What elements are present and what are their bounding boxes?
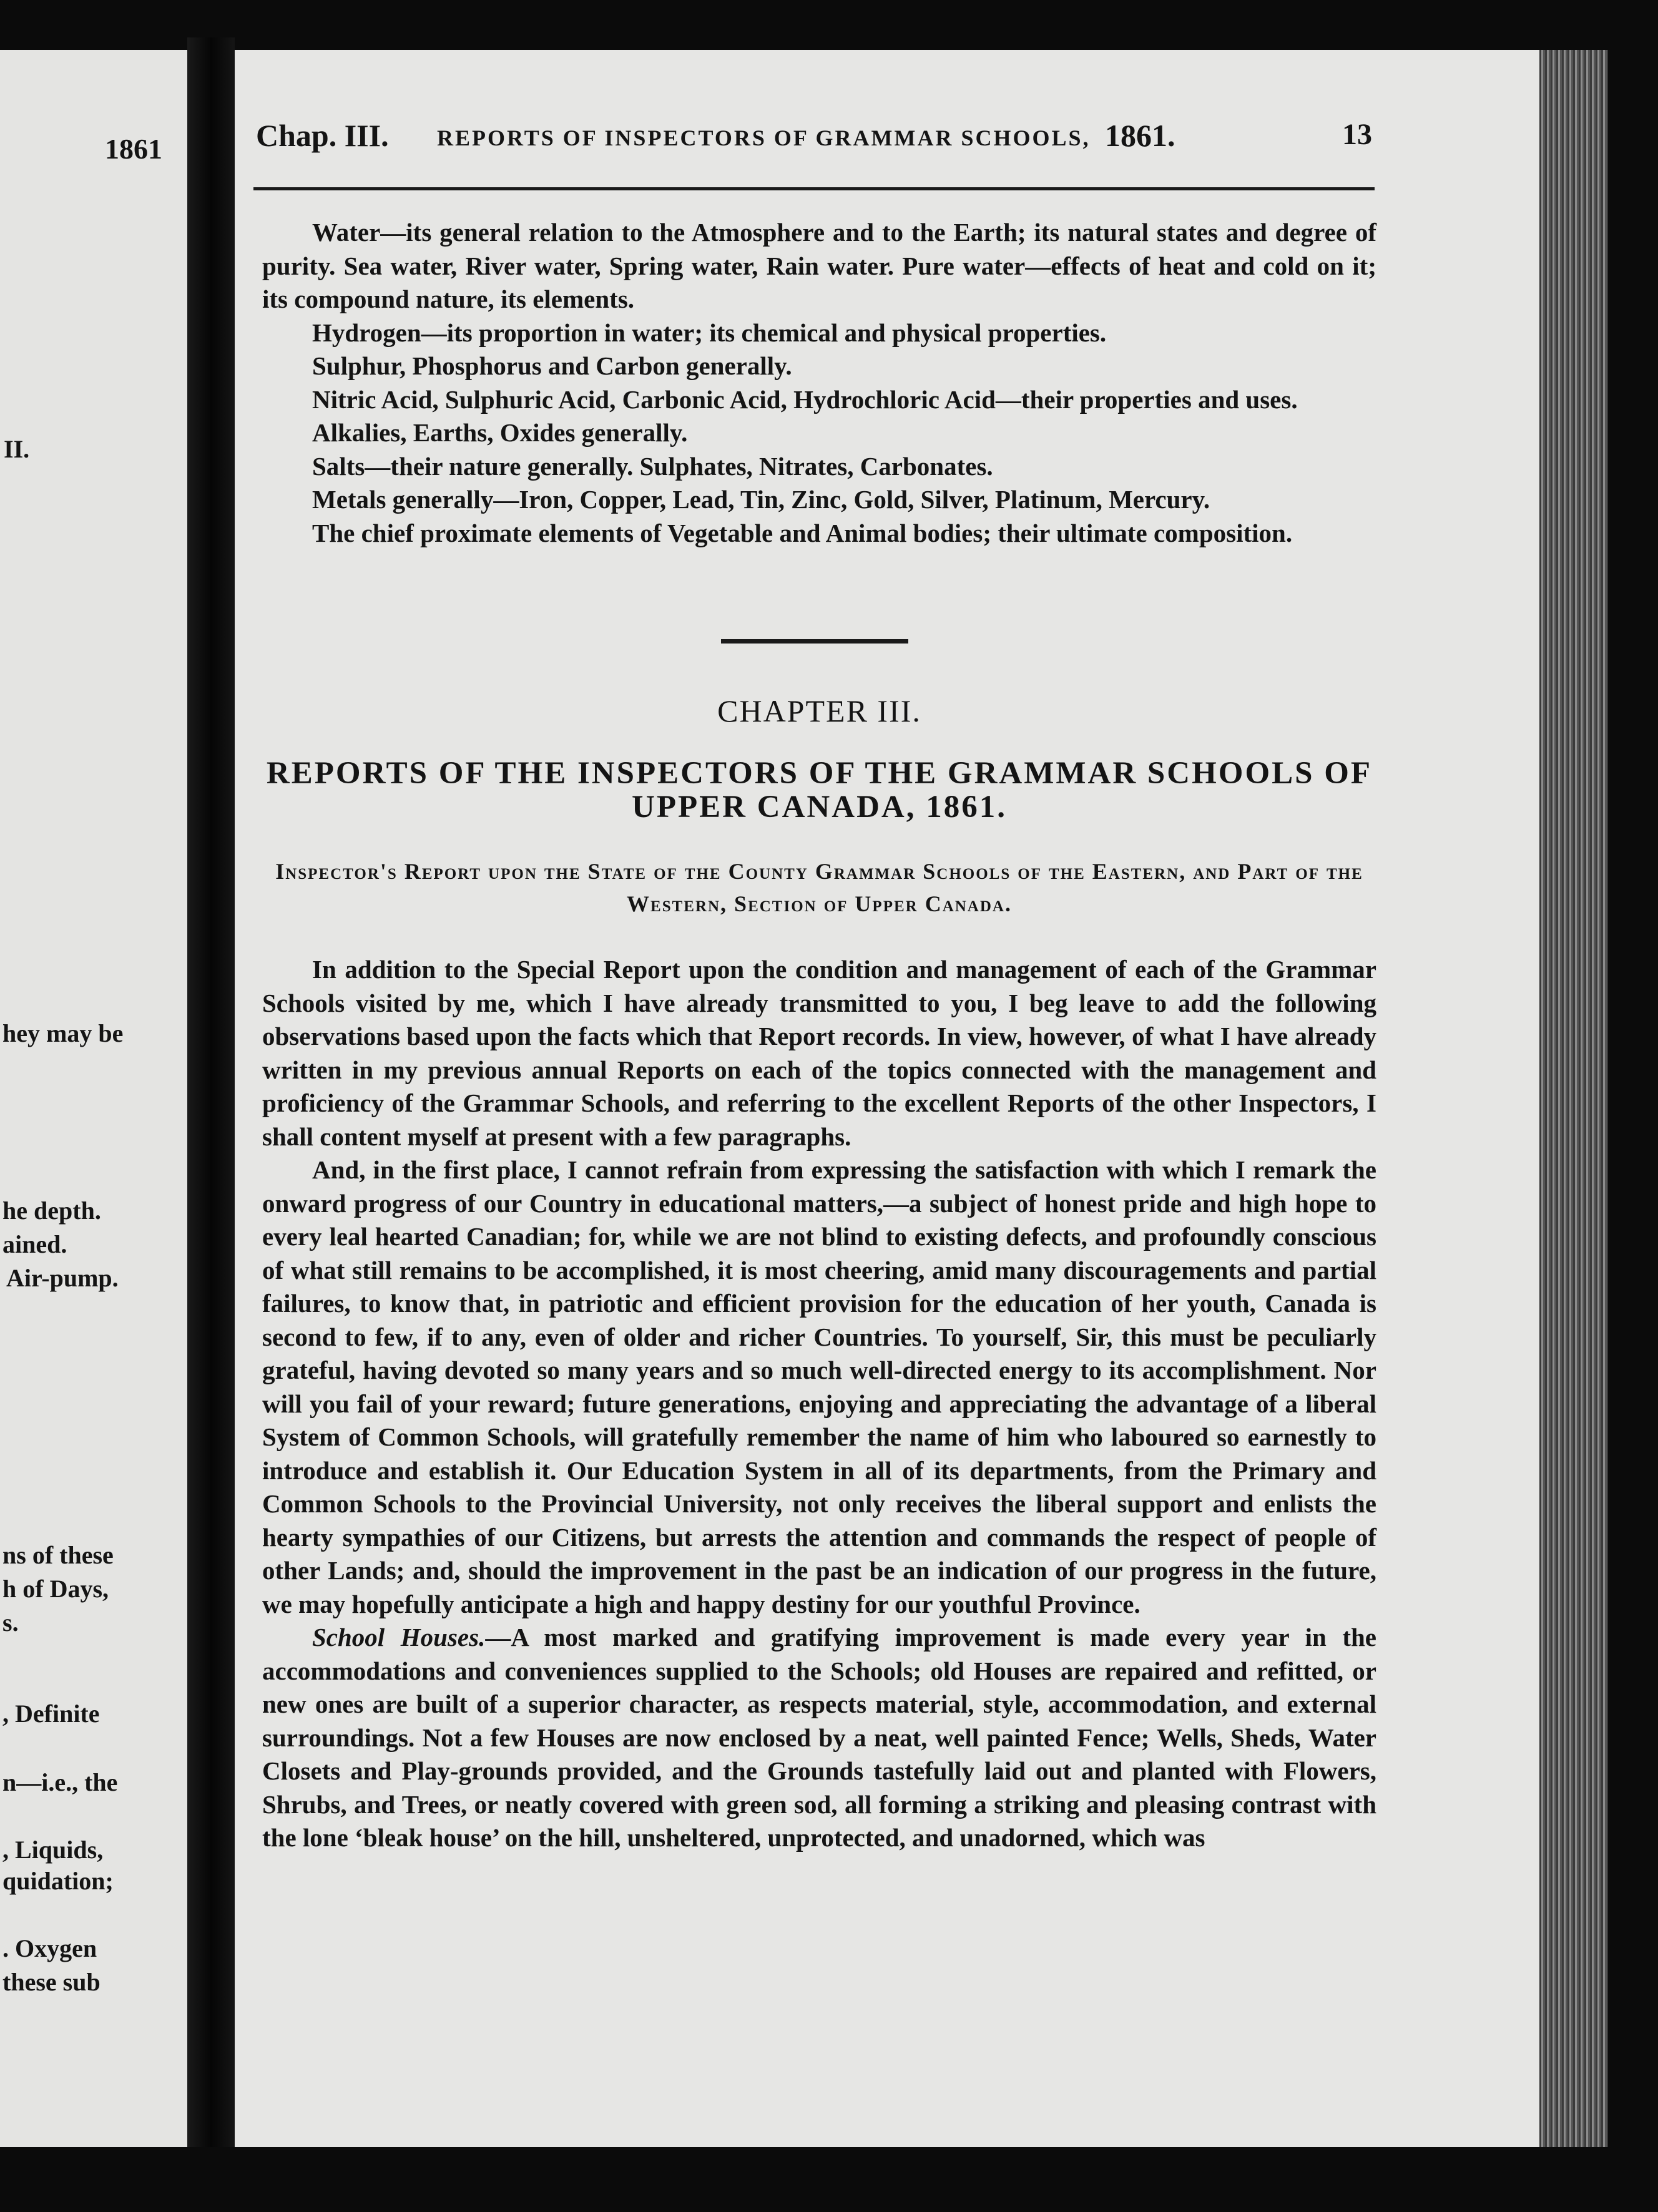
syllabus-list xyxy=(262,216,1376,550)
previous-page-margin xyxy=(0,50,187,2153)
previous-page-fragment: quidation; xyxy=(2,1867,114,1895)
previous-page-fragment: ained. xyxy=(2,1230,67,1258)
previous-page-fragment: . Oxygen xyxy=(2,1934,97,1962)
previous-page-fragment: n—i.e., the xyxy=(2,1768,118,1796)
body-paragraph: And, in the first place, I cannot refrain from expressing the satisfaction with which I remark the onward progress of our Country in educational matters,—a subject of honest pride and high hope to every leal hearted Canadian; for, while we are not blind to existing defects, and profoundly conscious of what still remains to be accomplished, it is most cheering, amid many discouragements and partial failures, to know that, in patriotic and efficient provision for the education of her youth, Canada is second to few, if to any, even of older and richer Countries. To yourself, Sir, this must be peculiarly grateful, having devoted so many years and so much well-directed energy to its accomplishment. Nor will you fail of your reward; future generations, enjoying and appreciating the advantage of a liberal System of Common Schools, will gratefully remember the name of him who laboured so earnestly to introduce and establish it. Our Education System in all of its departments, from the Primary and Common Schools to the Provincial University, not only receives the liberal support and enlists the hearty sympathies of our Citizens, but arrests the attention and commands the respect of people of other Lands; and, should the improvement in the past be an indication of our progress in the future, we may hopefully anticipate a high and happy destiny for our youthful Province. xyxy=(262,1155,1376,1618)
previous-page-fragment: , Definite xyxy=(2,1700,100,1728)
book-gutter xyxy=(187,37,235,2160)
syllabus-item: Nitric Acid, Sulphuric Acid, Carbonic Acid, Hydrochloric Acid—their properties and uses. xyxy=(312,384,1298,414)
previous-page-fragment: II. xyxy=(4,435,30,463)
page-edges xyxy=(1539,50,1608,2147)
report-body xyxy=(262,953,1376,1855)
school-houses-lead: School Houses. xyxy=(312,1623,486,1652)
running-header-chapter: Chap. III. xyxy=(256,118,389,153)
scan-border xyxy=(0,2147,1658,2212)
school-houses-paragraph xyxy=(262,1621,1376,1855)
header-rule xyxy=(253,187,1375,190)
chapter-heading: CHAPTER III. xyxy=(717,693,921,728)
syllabus-item: Sulphur, Phosphorus and Carbon generally. xyxy=(312,351,792,380)
previous-page-fragment: s. xyxy=(2,1608,19,1637)
running-header-year: 1861. xyxy=(1105,118,1175,153)
running-header-title: REPORTS OF INSPECTORS OF GRAMMAR SCHOOLS, xyxy=(437,125,1091,150)
report-title: REPORTS OF THE INSPECTORS OF THE GRAMMAR SCHOOLS OF UPPER CANADA, 1861. xyxy=(266,756,1373,825)
previous-page-fragment: these sub xyxy=(2,1968,101,1996)
syllabus-item: Hydrogen—its proportion in water; its chemical and physical properties. xyxy=(312,318,1107,347)
previous-page-year: 1861 xyxy=(105,133,162,165)
syllabus-item: The chief proximate elements of Vegetable and Animal bodies; their ultimate composition. xyxy=(312,518,1293,547)
previous-page-fragment: he depth. xyxy=(2,1197,101,1225)
syllabus-item: Water—its general relation to the Atmosphere and to the Earth; its natural states and degree of purity. Sea water, River water, Spring water, Rain water. Pure water—effects of heat and cold on it; its compound nature, its elements. xyxy=(262,218,1376,313)
inspector-report-heading: Inspector's Report upon the State of the County Grammar Schools of the Eastern, and Part of the Western, Section of Upper Canada. xyxy=(275,859,1363,916)
syllabus-item: Metals generally—Iron, Copper, Lead, Tin, Zinc, Gold, Silver, Platinum, Mercury. xyxy=(312,485,1210,514)
syllabus-item: Salts—their nature generally. Sulphates, Nitrates, Carbonates. xyxy=(312,451,993,481)
body-paragraph: In addition to the Special Report upon the condition and management of each of the Grammar Schools visited by me, which I have already transmitted to you, I beg leave to add the following observations based upon the facts which that Report records. In view, however, of what I have already written in my previous annual Reports on each of the topics connected with the management and proficiency of the Grammar Schools, and referring to the excellent Reports of the other Inspectors, I shall content myself at present with a few paragraphs. xyxy=(262,955,1376,1151)
previous-page-fragment: , Liquids, xyxy=(2,1836,104,1864)
school-houses-text: —A most marked and gratifying improvement is made every year in the accommodations and conveniences supplied to the Schools; old Houses are repaired and refitted, or new ones are built of a superior character, as respects material, style, accommodation, and external surroundings. Not a few Houses are now enclosed by a neat, well painted Fence; Wells, Sheds, Water Closets and Play-grounds provided, and the Grounds tastefully laid out and planted with Flowers, Shrubs, and Trees, or neatly covered with green sod, all forming a striking and pleasing contrast with the lone ‘bleak house’ on the hill, unsheltered, unprotected, and unadorned, which was xyxy=(262,1623,1377,1852)
syllabus-item: Alkalies, Earths, Oxides generally. xyxy=(312,418,688,447)
previous-page-fragment: ns of these xyxy=(2,1541,114,1569)
previous-page-fragment: Air-pump. xyxy=(6,1264,119,1292)
page-number: 13 xyxy=(1342,118,1372,151)
section-divider xyxy=(721,639,908,644)
previous-page-fragment: hey may be xyxy=(2,1019,124,1047)
previous-page-fragment: h of Days, xyxy=(2,1575,109,1603)
